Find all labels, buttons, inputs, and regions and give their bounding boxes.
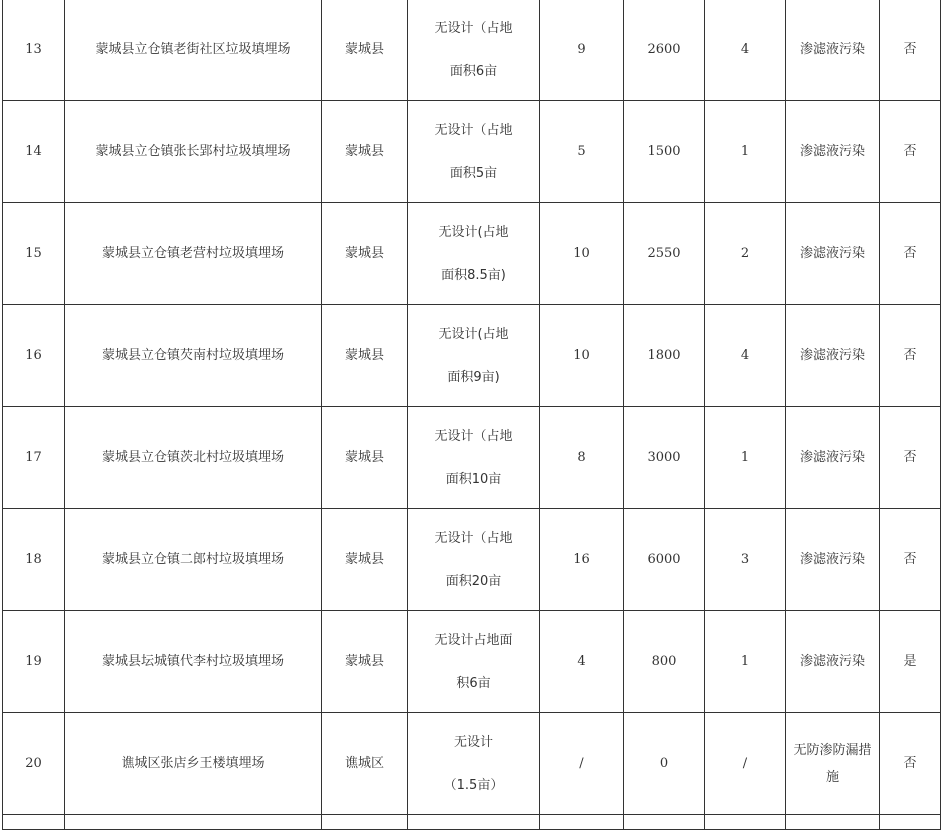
county: 蒙城县 bbox=[322, 305, 408, 407]
table-row bbox=[3, 407, 941, 509]
design-line-2: 面积20亩 bbox=[445, 573, 502, 589]
value-col-5: 4 bbox=[540, 611, 624, 713]
value-col-7: 4 bbox=[705, 305, 786, 407]
landfill-table bbox=[2, 0, 941, 830]
flag: 否 bbox=[880, 101, 941, 203]
flag: 否 bbox=[880, 305, 941, 407]
empty-cell bbox=[3, 815, 65, 830]
design-info bbox=[408, 407, 540, 509]
value-col-6: 0 bbox=[624, 713, 705, 815]
flag: 否 bbox=[880, 407, 941, 509]
value-col-7: 3 bbox=[705, 509, 786, 611]
pollution-line-1: 无防渗防漏措 bbox=[793, 742, 872, 758]
site-name: 蒙城县坛城镇代李村垃圾填埋场 bbox=[65, 611, 322, 713]
value-col-6: 1800 bbox=[624, 305, 705, 407]
design-line-1: 无设计（占地 bbox=[434, 122, 513, 138]
value-col-6: 2600 bbox=[624, 0, 705, 101]
site-name: 蒙城县立仓镇二郎村垃圾填埋场 bbox=[65, 509, 322, 611]
site-name: 蒙城县立仓镇茨北村垃圾填埋场 bbox=[65, 407, 322, 509]
value-col-6: 3000 bbox=[624, 407, 705, 509]
county: 蒙城县 bbox=[322, 101, 408, 203]
flag: 是 bbox=[880, 611, 941, 713]
value-col-7: 1 bbox=[705, 101, 786, 203]
row-number: 20 bbox=[3, 713, 65, 815]
design-info bbox=[408, 101, 540, 203]
flag: 否 bbox=[880, 203, 941, 305]
empty-cell bbox=[880, 815, 941, 830]
value-col-5: / bbox=[540, 713, 624, 815]
table-row bbox=[3, 611, 941, 713]
design-info bbox=[408, 611, 540, 713]
row-number: 13 bbox=[3, 0, 65, 101]
design-line-2: （1.5亩） bbox=[443, 777, 504, 793]
design-info bbox=[408, 509, 540, 611]
table-row bbox=[3, 713, 941, 815]
table-row-continuation bbox=[3, 815, 941, 830]
pollution-type: 渗滤液污染 bbox=[786, 0, 880, 101]
value-col-7: 4 bbox=[705, 0, 786, 101]
empty-cell bbox=[408, 815, 540, 830]
table-row bbox=[3, 509, 941, 611]
value-col-5: 16 bbox=[540, 509, 624, 611]
pollution-type: 渗滤液污染 bbox=[786, 407, 880, 509]
empty-cell bbox=[786, 815, 880, 830]
value-col-5: 10 bbox=[540, 203, 624, 305]
value-col-7: 1 bbox=[705, 407, 786, 509]
design-line-2: 面积5亩 bbox=[449, 165, 498, 181]
value-col-5: 8 bbox=[540, 407, 624, 509]
design-line-1: 无设计（占地 bbox=[434, 20, 513, 36]
site-name: 蒙城县立仓镇老营村垃圾填埋场 bbox=[65, 203, 322, 305]
design-line-1: 无设计（占地 bbox=[434, 428, 513, 444]
county: 蒙城县 bbox=[322, 0, 408, 101]
county: 蒙城县 bbox=[322, 611, 408, 713]
pollution-type: 渗滤液污染 bbox=[786, 101, 880, 203]
row-number: 17 bbox=[3, 407, 65, 509]
design-line-1: 无设计占地面 bbox=[434, 632, 513, 648]
table-row bbox=[3, 305, 941, 407]
design-info bbox=[408, 305, 540, 407]
design-line-1: 无设计(占地 bbox=[438, 326, 509, 342]
empty-cell bbox=[705, 815, 786, 830]
empty-cell bbox=[624, 815, 705, 830]
county: 谯城区 bbox=[322, 713, 408, 815]
row-number: 19 bbox=[3, 611, 65, 713]
design-info bbox=[408, 713, 540, 815]
table-row bbox=[3, 0, 941, 101]
flag: 否 bbox=[880, 713, 941, 815]
design-info bbox=[408, 203, 540, 305]
design-line-2: 面积10亩 bbox=[445, 471, 502, 487]
design-line-1: 无设计 bbox=[453, 734, 493, 750]
site-name: 蒙城县立仓镇张长郢村垃圾填埋场 bbox=[65, 101, 322, 203]
site-name: 谯城区张店乡王楼填埋场 bbox=[65, 713, 322, 815]
design-line-2: 积6亩 bbox=[456, 675, 491, 691]
table-row bbox=[3, 101, 941, 203]
value-col-6: 2550 bbox=[624, 203, 705, 305]
design-line-2: 面积6亩 bbox=[449, 63, 498, 79]
table-row bbox=[3, 203, 941, 305]
flag: 否 bbox=[880, 509, 941, 611]
flag: 否 bbox=[880, 0, 941, 101]
value-col-5: 9 bbox=[540, 0, 624, 101]
value-col-7: 2 bbox=[705, 203, 786, 305]
pollution-line-2: 施 bbox=[825, 769, 839, 785]
row-number: 16 bbox=[3, 305, 65, 407]
empty-cell bbox=[540, 815, 624, 830]
empty-cell bbox=[322, 815, 408, 830]
value-col-7: / bbox=[705, 713, 786, 815]
design-line-1: 无设计(占地 bbox=[438, 224, 509, 240]
design-info bbox=[408, 0, 540, 101]
row-number: 18 bbox=[3, 509, 65, 611]
pollution-type: 渗滤液污染 bbox=[786, 611, 880, 713]
value-col-7: 1 bbox=[705, 611, 786, 713]
pollution-type: 渗滤液污染 bbox=[786, 509, 880, 611]
county: 蒙城县 bbox=[322, 509, 408, 611]
site-name: 蒙城县立仓镇老街社区垃圾填埋场 bbox=[65, 0, 322, 101]
site-name: 蒙城县立仓镇芡南村垃圾填埋场 bbox=[65, 305, 322, 407]
value-col-5: 5 bbox=[540, 101, 624, 203]
pollution-type: 渗滤液污染 bbox=[786, 203, 880, 305]
pollution-type: 渗滤液污染 bbox=[786, 305, 880, 407]
row-number: 14 bbox=[3, 101, 65, 203]
row-number: 15 bbox=[3, 203, 65, 305]
county: 蒙城县 bbox=[322, 407, 408, 509]
design-line-1: 无设计（占地 bbox=[434, 530, 513, 546]
design-line-2: 面积9亩) bbox=[447, 369, 500, 385]
county: 蒙城县 bbox=[322, 203, 408, 305]
empty-cell bbox=[65, 815, 322, 830]
value-col-5: 10 bbox=[540, 305, 624, 407]
pollution-type bbox=[786, 713, 880, 815]
value-col-6: 6000 bbox=[624, 509, 705, 611]
value-col-6: 800 bbox=[624, 611, 705, 713]
design-line-2: 面积8.5亩) bbox=[441, 267, 506, 283]
value-col-6: 1500 bbox=[624, 101, 705, 203]
